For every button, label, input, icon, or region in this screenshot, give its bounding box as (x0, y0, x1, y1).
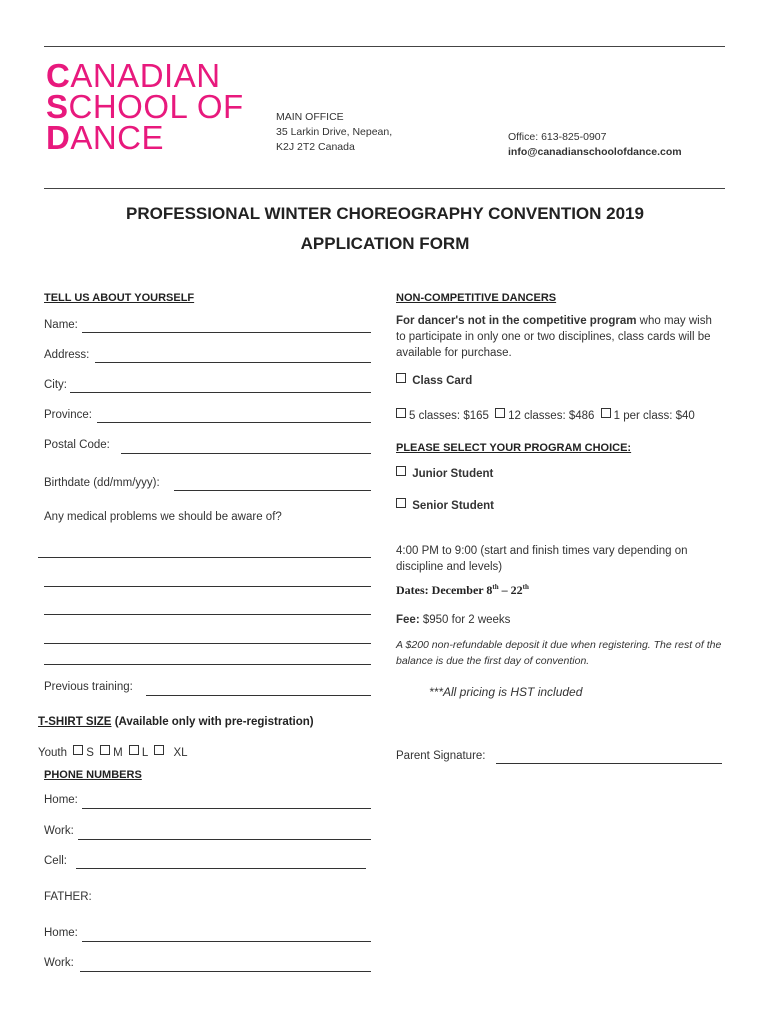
medical-field-line-3[interactable] (44, 614, 371, 615)
class-card-label: Class Card (412, 375, 473, 387)
name-field[interactable] (82, 332, 371, 333)
dates-sup2: th (522, 583, 529, 591)
cell-phone-field[interactable] (76, 868, 366, 869)
postal-code-label: Postal Code: (44, 439, 110, 451)
office-address-line2: K2J 2T2 Canada (276, 141, 355, 153)
province-label: Province: (44, 409, 92, 421)
birthdate-field[interactable] (174, 490, 371, 491)
home-phone-label: Home: (44, 794, 78, 806)
section-about-yourself: TELL US ABOUT YOURSELF (44, 292, 195, 304)
office-contact (508, 130, 682, 160)
size-l-checkbox[interactable] (129, 745, 139, 755)
convention-dates (396, 583, 529, 598)
convention-fee (396, 612, 510, 628)
previous-training-field[interactable] (146, 695, 371, 696)
size-xl-checkbox[interactable] (154, 745, 164, 755)
non-competitive-intro (396, 313, 716, 361)
header-divider (44, 188, 725, 189)
medical-field-line-4[interactable] (44, 643, 371, 644)
medical-field-line-1[interactable] (38, 557, 371, 558)
section-program-choice: PLEASE SELECT YOUR PROGRAM CHOICE: (396, 442, 632, 454)
birthdate-label: Birthdate (dd/mm/yyy): (44, 477, 160, 489)
senior-student-checkbox[interactable] (396, 498, 406, 508)
section-non-competitive: NON-COMPETITIVE DANCERS (396, 292, 557, 304)
section-phone-numbers: PHONE NUMBERS (44, 769, 142, 781)
form-title: PROFESSIONAL WINTER CHOREOGRAPHY CONVENTION 2019 (126, 204, 644, 223)
deposit-note: A $200 non-refundable deposit it due when registering. The rest of the balance is due the first day of convention. (396, 639, 722, 667)
office-address-line1: 35 Larkin Drive, Nepean, (276, 126, 393, 138)
father-home-field[interactable] (82, 941, 371, 942)
fee-label: Fee: (396, 614, 420, 626)
dates-sup1: th (492, 583, 499, 591)
city-label: City: (44, 379, 67, 391)
city-field[interactable] (70, 392, 371, 393)
option-5-classes-checkbox[interactable] (396, 408, 406, 418)
medical-label: Any medical problems we should be aware of? (44, 511, 282, 523)
office-address (276, 110, 392, 155)
tshirt-size-note: (Available only with pre-registration) (114, 716, 314, 728)
option-5-classes-label: 5 classes: $165 (409, 410, 489, 422)
senior-student-option (393, 498, 494, 514)
option-12-classes-label: 12 classes: $486 (508, 410, 595, 422)
hst-note: ***All pricing is HST included (429, 685, 583, 699)
office-phone: Office: 613-825-0907 (508, 131, 607, 143)
province-field[interactable] (97, 422, 371, 423)
size-s-checkbox[interactable] (73, 745, 83, 755)
youth-label: Youth (38, 747, 67, 759)
senior-student-label: Senior Student (412, 500, 494, 512)
option-per-class-label: 1 per class: $40 (613, 410, 695, 422)
address-field[interactable] (95, 362, 371, 363)
home-phone-field[interactable] (82, 808, 371, 809)
work-phone-label: Work: (44, 825, 74, 837)
father-work-field[interactable] (80, 971, 371, 972)
size-m-checkbox[interactable] (100, 745, 110, 755)
junior-student-checkbox[interactable] (396, 466, 406, 476)
junior-student-label: Junior Student (412, 468, 494, 480)
dates-mid: – 22 (498, 583, 523, 597)
size-l-label: L (141, 747, 148, 759)
tshirt-size-label: T-SHIRT SIZE (38, 716, 112, 728)
parent-signature-field[interactable] (496, 763, 722, 764)
tshirt-size-options (38, 745, 188, 759)
fee-value: $950 for 2 weeks (419, 614, 511, 626)
junior-student-option (393, 466, 493, 482)
top-rule (44, 46, 725, 47)
postal-code-field[interactable] (121, 453, 371, 454)
father-home-label: Home: (44, 927, 78, 939)
parent-signature-label: Parent Signature: (396, 750, 486, 762)
medical-field-line-5[interactable] (44, 664, 371, 665)
father-label: FATHER: (44, 891, 92, 903)
option-12-classes-checkbox[interactable] (495, 408, 505, 418)
class-card-checkbox[interactable] (396, 373, 406, 383)
option-per-class-checkbox[interactable] (601, 408, 611, 418)
medical-field-line-2[interactable] (44, 586, 371, 587)
size-m-label: M (113, 747, 123, 759)
class-times: 4:00 PM to 9:00 (start and finish times vary depending on discipline and levels) (396, 545, 688, 573)
tshirt-size-heading (38, 716, 314, 728)
office-heading: MAIN OFFICE (276, 111, 344, 123)
address-label: Address: (44, 349, 90, 361)
office-email: info@canadianschoolofdance.com (508, 146, 682, 158)
intro-bold: For dancer's not in the competitive program (396, 315, 637, 327)
class-card-option (393, 373, 472, 389)
previous-training-label: Previous training: (44, 681, 133, 693)
father-work-label: Work: (44, 957, 74, 969)
form-subtitle: APPLICATION FORM (300, 234, 470, 253)
dates-label: Dates: December 8 (396, 583, 493, 597)
cell-phone-label: Cell: (44, 855, 68, 867)
size-s-label: S (86, 747, 94, 759)
class-options (393, 408, 695, 424)
work-phone-field[interactable] (78, 839, 371, 840)
name-label: Name: (44, 319, 78, 331)
intro-rest: who may wish to participate in only one or two disciplines, class cards will be available for purchase. (396, 315, 712, 359)
size-xl-label: XL (173, 747, 188, 759)
